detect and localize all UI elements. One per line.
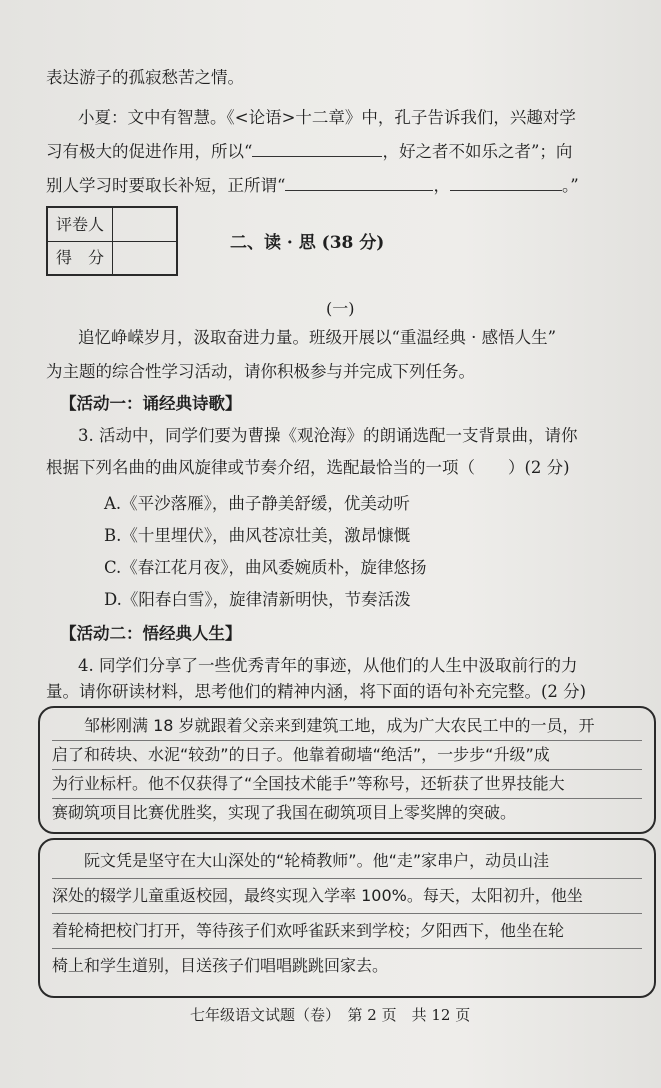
- question-line: 3. 活动中，同学们要为曹操《观沧海》的朗诵选配一支背景曲，请你: [78, 426, 578, 445]
- answer-blank[interactable]: [285, 174, 433, 191]
- material-box-zou-bin: [38, 706, 656, 834]
- option-b[interactable]: B.《十里埋伏》，曲风苍凉壮美，激昂慷慨: [104, 526, 411, 545]
- question-line: 4. 同学们分享了一些优秀青年的事迹，从他们的人生中汲取前行的力: [78, 656, 578, 675]
- text-line: 小夏：文中有智慧。《<论语>十二章》中，孔子告诉我们，兴趣对学: [78, 108, 576, 127]
- question-line: 量。请你研读材料，思考他们的精神内涵，将下面的语句补充完整。(2 分): [46, 682, 587, 701]
- material-line: 启了和砖块、水泥“较劲”的日子。他靠着砌墙“绝活”，一步步“升级”成: [52, 741, 642, 770]
- subsection-title: (一): [326, 299, 355, 318]
- question-line: 根据下列名曲的曲风旋律或节奏介绍，选配最恰当的一项（ ）(2 分): [46, 458, 570, 477]
- material-line: 赛砌筑项目比赛优胜奖，实现了我国在砌筑项目上零奖牌的突破。: [52, 803, 517, 822]
- activity-heading: 【活动一：诵经典诗歌】: [60, 394, 242, 413]
- text-line: 表达游子的孤寂愁苦之情。: [46, 68, 244, 87]
- option-c[interactable]: C.《春江花月夜》，曲风委婉质朴，旋律悠扬: [104, 558, 427, 577]
- option-d[interactable]: D.《阳春白雪》，旋律清新明快，节奏活泼: [104, 590, 411, 609]
- material-line: 着轮椅把校门打开，等待孩子们欢呼雀跃来到学校；夕阳西下，他坐在轮: [52, 914, 642, 949]
- answer-blank[interactable]: [450, 174, 562, 191]
- material-box-ruan-wenping: [38, 838, 656, 998]
- material-line: 椅上和学生道别，目送孩子们唱唱跳跳回家去。: [52, 956, 389, 975]
- reviewer-label: 评卷人: [48, 208, 113, 241]
- material-line: 邹彬刚满 18 岁就跟着父亲来到建筑工地，成为广大农民工中的一员，开: [52, 712, 642, 741]
- answer-blank[interactable]: [252, 140, 382, 157]
- intro-line: 为主题的综合性学习活动，请你积极参与并完成下列任务。: [46, 362, 475, 381]
- score-box: [46, 206, 178, 276]
- material-line: 为行业标杆。他不仅获得了“全国技术能手”等称号，还斩获了世界技能大: [52, 770, 642, 799]
- intro-line: 追忆峥嵘岁月，汲取奋进力量。班级开展以“重温经典 · 感悟人生”: [78, 328, 557, 347]
- section-title: 二、读 · 思 (38 分): [230, 233, 385, 253]
- page-footer: 七年级语文试题（卷） 第 2 页 共 12 页: [190, 1006, 471, 1024]
- activity-heading: 【活动二：悟经典人生】: [60, 624, 242, 643]
- material-line: 阮文凭是坚守在大山深处的“轮椅教师”。他“走”家串户，动员山洼: [52, 844, 642, 879]
- text-line: 习有极大的促进作用，所以“ ，好之者不如乐之者”；向: [46, 142, 573, 161]
- score-label: 得 分: [48, 241, 113, 274]
- option-a[interactable]: A.《平沙落雁》，曲子静美舒缓，优美动听: [104, 494, 410, 513]
- text-line: 别人学习时要取长补短，正所谓“ ， 。”: [46, 176, 579, 195]
- material-line: 深处的辍学儿童重返校园，最终实现入学率 100%。每天，太阳初升，他坐: [52, 879, 642, 914]
